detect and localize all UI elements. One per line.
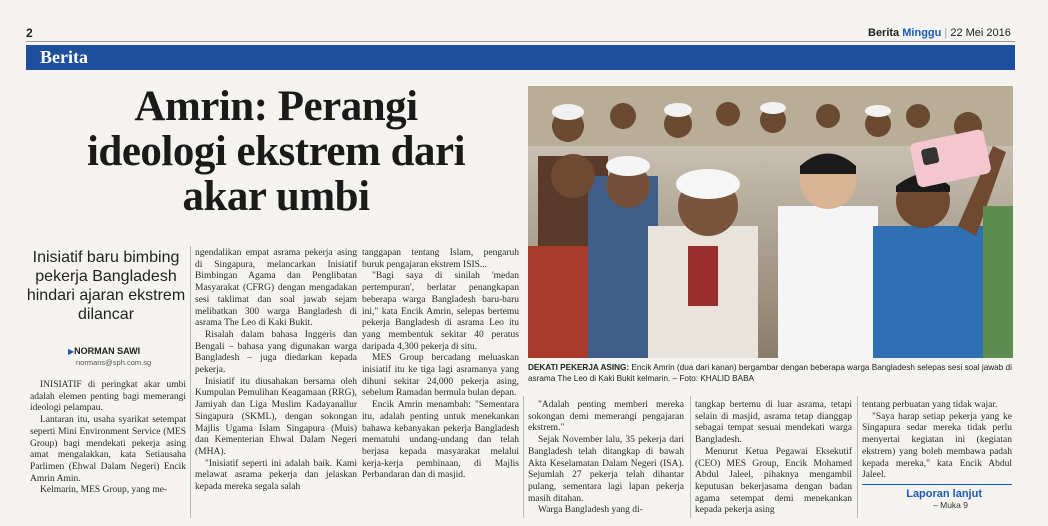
header-rule [26, 41, 1015, 42]
column-divider [690, 396, 691, 518]
byline-email: normans@sph.com.sg [76, 358, 152, 367]
paragraph: "Bagi saya di sinilah 'medan pertempuran', berlatar penangkapan beberapa warga Bangladesh baru-baru ini," kata Encik Amrin, selepas bertemu pekerja Bangladesh di asrama Leo itu yang membentuk sekitar 40 peratus daripada 4,300 pekerja di situ. [362, 271, 519, 352]
subheadline [26, 248, 186, 324]
subhead-line-3: hindari ajaran ekstrem [26, 287, 186, 304]
paragraph: "Saya harap setiap pekerja yang ke Singapura sedar mereka tidak perlu menyertai kegiatan ini (kegiatan ekstrem) yang boleh membawa padah kepada mereka," kata Encik Abdul Jaleel. [862, 411, 1012, 481]
paper-name-part2: Minggu [902, 27, 942, 39]
byline-author: NORMAN SAWI [74, 346, 141, 356]
headline-line-2: ideologi ekstrem dari [86, 128, 466, 175]
subhead-line-2: pekerja Bangladesh [35, 268, 177, 285]
news-photo [528, 86, 1013, 358]
continued-label: Laporan lanjut [906, 488, 982, 500]
byline-arrow-icon: ▶ [68, 347, 75, 356]
issue-date: 22 Mei 2016 [950, 27, 1011, 39]
page-number: 2 [26, 26, 33, 40]
caption-text: Encik Amrin (dua dari kanan) bergambar dengan beberapa warga Bangladesh selepas sesi soal jawab di asrama The Leo di Kaki Bukit kelmarin. – Foto: KHALID BABA [528, 363, 1012, 383]
headline-line-1: Amrin: Perangi [134, 83, 418, 130]
paragraph: MES Group bercadang meluaskan inisiatif itu ke tiga lagi asramanya yang dihuni sekitar 24,000 pekerja asing, sebelum Ramadan bermula bulan depan. [362, 353, 519, 399]
paragraph: "Adalah penting memberi mereka sokongan demi memerangi pengajaran ekstrem." [528, 400, 684, 434]
article-column-3 [362, 248, 519, 482]
paragraph: Risalah dalam bahasa Inggeris dan Bengali – bahasa yang digunakan warga Bangladesh – juga diedarkan kepada pekerja. [195, 329, 357, 376]
paragraph: ngendalikan empat asrama pekerja asing di Singapura, melancarkan Inisiatif Bimbingan Agama dan Penglibatan Masyarakat (CFRG) dengan mengadakan sesi taklimat dan soal jawab sejam melibatkan 300 warga Bangladesh di asrama The Leo di Kaki Bukit. [195, 248, 357, 329]
paragraph: tentang perbuatan yang tidak wajar. [862, 400, 998, 410]
column-divider [190, 246, 191, 518]
column-divider [857, 396, 858, 518]
paragraph: tangkap bertemu di luar asrama, tetapi selain di masjid, asrama tetap dianggap sebagai tempat sesuai mendekati warga Bangladesh. [695, 400, 852, 446]
subhead-line-1: Inisiatif baru bimbing [32, 249, 180, 266]
paragraph: Inisiatif itu diusahakan bersama oleh Kumpulan Pemulihan Keagamaan (RRG), Jamiyah dan Liga Muslim Kadayanallur Singapura (SKML), dengan sokongan Majlis Ugama Islam Singapura (Muis) dan Kementerian Ehwal Dalam Negeri (MHA). [195, 376, 357, 457]
continued-box[interactable] [862, 484, 1012, 510]
paragraph: Encik Amrin menambah: "Sementara itu, adalah penting untuk menekankan bahawa kebanyakan pekerja Bangladesh mematuhi undang-undang dan telah berjasa kepada masyarakat melalui kerja-kerja pembinaan, di Majlis Perbandaran dan di masjid. [362, 400, 519, 481]
photo-caption [528, 362, 1013, 384]
article-column-6 [862, 400, 1012, 482]
article-column-5 [695, 400, 852, 517]
paper-name-part1: Berita [868, 27, 900, 39]
masthead-divider: | [944, 27, 948, 39]
section-label: Berita [40, 47, 88, 67]
article-column-2 [195, 248, 357, 494]
paragraph: Menurut Ketua Pegawai Eksekutif (CEO) MES Group, Encik Mohamed Abdul Jaleel, pihaknya mengambil keputusan bekerjasama dengan badan agama setempat demi menekankan kepada pekerja asing [695, 446, 852, 516]
paragraph: Kelmarin, MES Group, yang me- [40, 485, 168, 496]
column-divider [523, 396, 524, 518]
paragraph: "Inisiatif seperti ini adalah baik. Kami melawat asrama pekerja dan jelaskan kepada mereka segala salah [195, 458, 357, 493]
headline-line-3: akar umbi [182, 173, 370, 220]
paragraph: Lantaran itu, usaha syarikat setempat seperti Mini Environment Service (MES Group) bagi mendekati pekerja asing amat mengalakkan, kata Setiausaha Parlimen (Ehwal Dalam Negeri) Encik Amrin Amin. [30, 415, 186, 484]
section-bar [26, 45, 1015, 70]
masthead [868, 27, 1011, 39]
continued-page: – Muka 9 [933, 500, 968, 510]
paragraph: tanggapan tentang Islam, pengaruh buruk pengajaran ekstrem ISIS... [362, 248, 519, 270]
paragraph: Sejak November lalu, 35 pekerja dari Bangladesh telah ditangkap di bawah Akta Keselamatan Dalam Negeri (ISA). Sejumlah 27 pekerja telah dihantar pulang, sementara lagi lapan pekerja masih ditahan. [528, 435, 684, 504]
article-column-4 [528, 400, 684, 517]
lead-paragraph: INISIATIF di peringkat akar umbi adalah elemen penting bagi memerangi ideologi pelampau. [30, 380, 186, 414]
byline [68, 346, 151, 368]
paragraph: Warga Bangladesh yang di- [538, 505, 643, 516]
headline [76, 84, 476, 219]
subhead-line-4: dilancar [77, 306, 135, 323]
caption-label: DEKATI PEKERJA ASING: [528, 363, 630, 372]
article-column-1 [30, 380, 186, 497]
